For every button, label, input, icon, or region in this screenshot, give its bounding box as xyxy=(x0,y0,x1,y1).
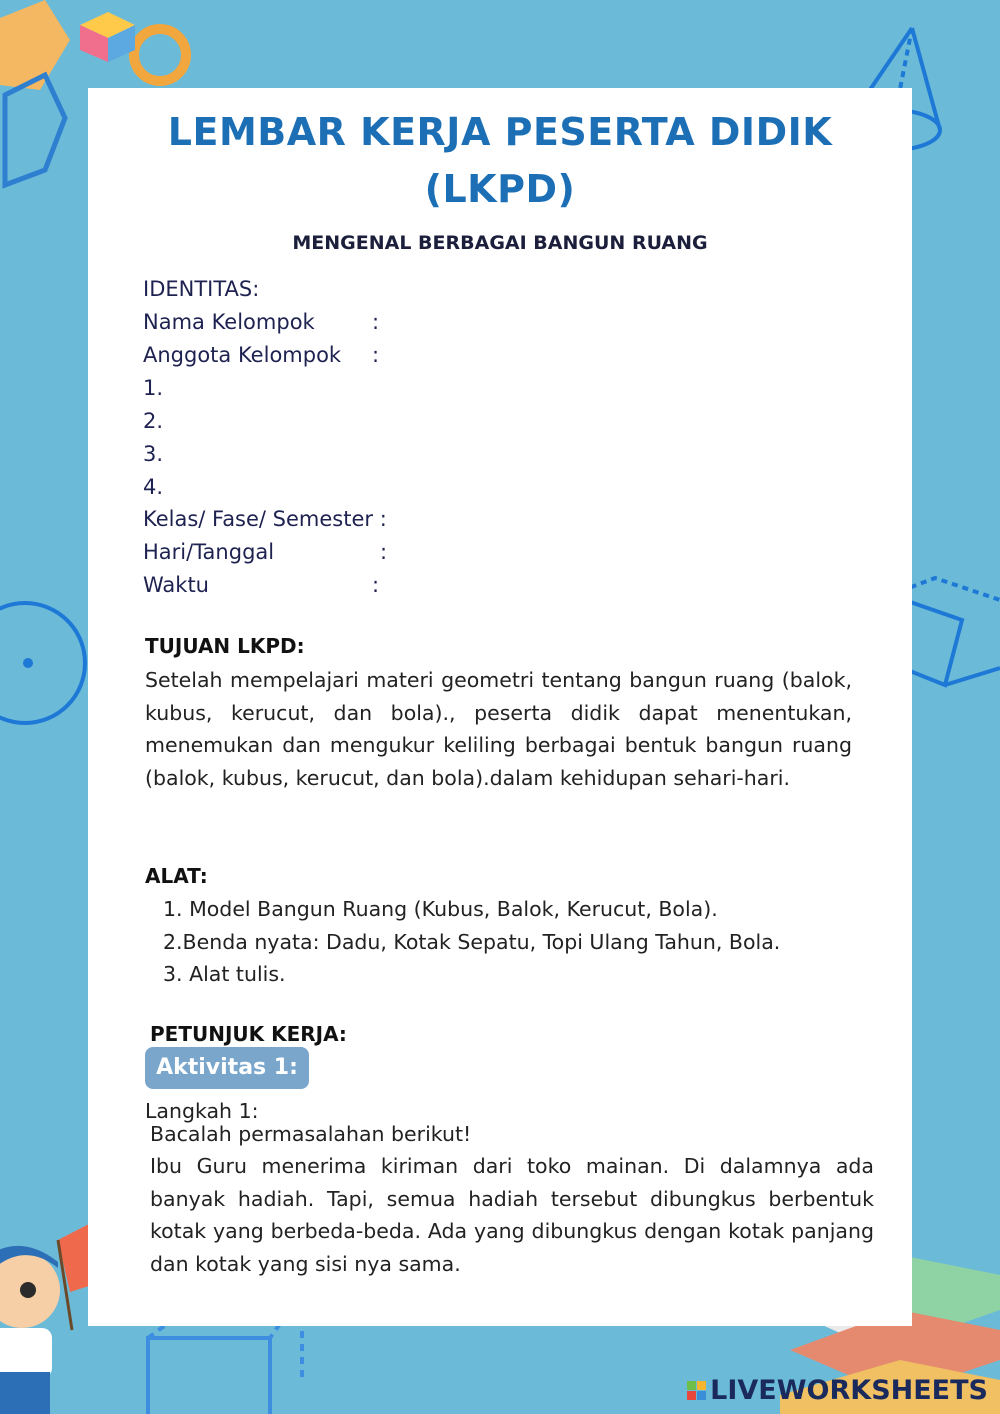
ring-shape xyxy=(134,29,186,81)
member-number: 4. xyxy=(143,475,164,499)
liveworksheets-icon xyxy=(687,1381,706,1400)
watermark-text: LIVEWORKSHEETS xyxy=(710,1375,988,1406)
subtitle: MENGENAL BERBAGAI BANGUN RUANG xyxy=(292,232,708,254)
aktivitas-badge: Aktivitas 1: xyxy=(145,1047,309,1089)
tujuan-text: Setelah mempelajari materi geometri tentang bangun ruang (balok, kubus, kerucut, dan bola)., peserta didik dapat menentukan, menemukan dan mengukur keliling berbagai bentuk bangun ruang (balok, kubus, kerucut, dan bola).dalam kehidupan sehari-hari. xyxy=(145,668,852,790)
anggota-kelompok-colon: : xyxy=(372,343,380,367)
kid-illustration xyxy=(0,1246,60,1414)
petunjuk-heading: PETUNJUK KERJA: xyxy=(150,1022,347,1046)
nama-kelompok-colon: : xyxy=(372,310,380,334)
alat-item: 2.Benda nyata: Dadu, Kotak Sepatu, Topi Ulang Tahun, Bola. xyxy=(163,930,781,954)
instruction-text: Bacalah permasalahan berikut! xyxy=(150,1122,472,1146)
liveworksheets-logo xyxy=(687,1375,988,1406)
title-line-1: LEMBAR KERJA PESERTA DIDIK xyxy=(167,110,833,154)
alat-item: 3. Alat tulis. xyxy=(163,962,286,986)
member-number: 2. xyxy=(143,409,164,433)
title-line-2: (LKPD) xyxy=(424,167,576,211)
tujuan-heading: TUJUAN LKPD: xyxy=(145,634,305,658)
member-number: 1. xyxy=(143,376,164,400)
nama-kelompok-label: Nama Kelompok xyxy=(143,310,315,334)
waktu-colon: : xyxy=(372,573,380,597)
member-number: 3. xyxy=(143,442,164,466)
hari-tanggal-colon: : xyxy=(380,540,388,564)
hexagon-outline xyxy=(5,75,65,185)
langkah-label: Langkah 1: xyxy=(145,1099,259,1123)
anggota-kelompok-label: Anggota Kelompok xyxy=(143,343,342,367)
alat-item: 1. Model Bangun Ruang (Kubus, Balok, Kerucut, Bola). xyxy=(163,897,718,921)
waktu-label: Waktu xyxy=(143,573,209,597)
sphere-outline xyxy=(0,603,85,723)
pentagon-shape xyxy=(0,0,70,90)
kelas-fase-semester-label: Kelas/ Fase/ Semester : xyxy=(143,507,387,531)
identity-heading: IDENTITAS: xyxy=(143,277,260,301)
alat-heading: ALAT: xyxy=(145,864,208,888)
story-text: Ibu Guru menerima kiriman dari toko mainan. Di dalamnya ada banyak hadiah. Tapi, semua hadiah tersebut dibungkus berbentuk kotak yang berbeda-beda. Ada yang dibungkus dengan kotak panjang dan kotak yang sisi nya sama. xyxy=(150,1154,874,1276)
hari-tanggal-label: Hari/Tanggal xyxy=(143,540,275,564)
